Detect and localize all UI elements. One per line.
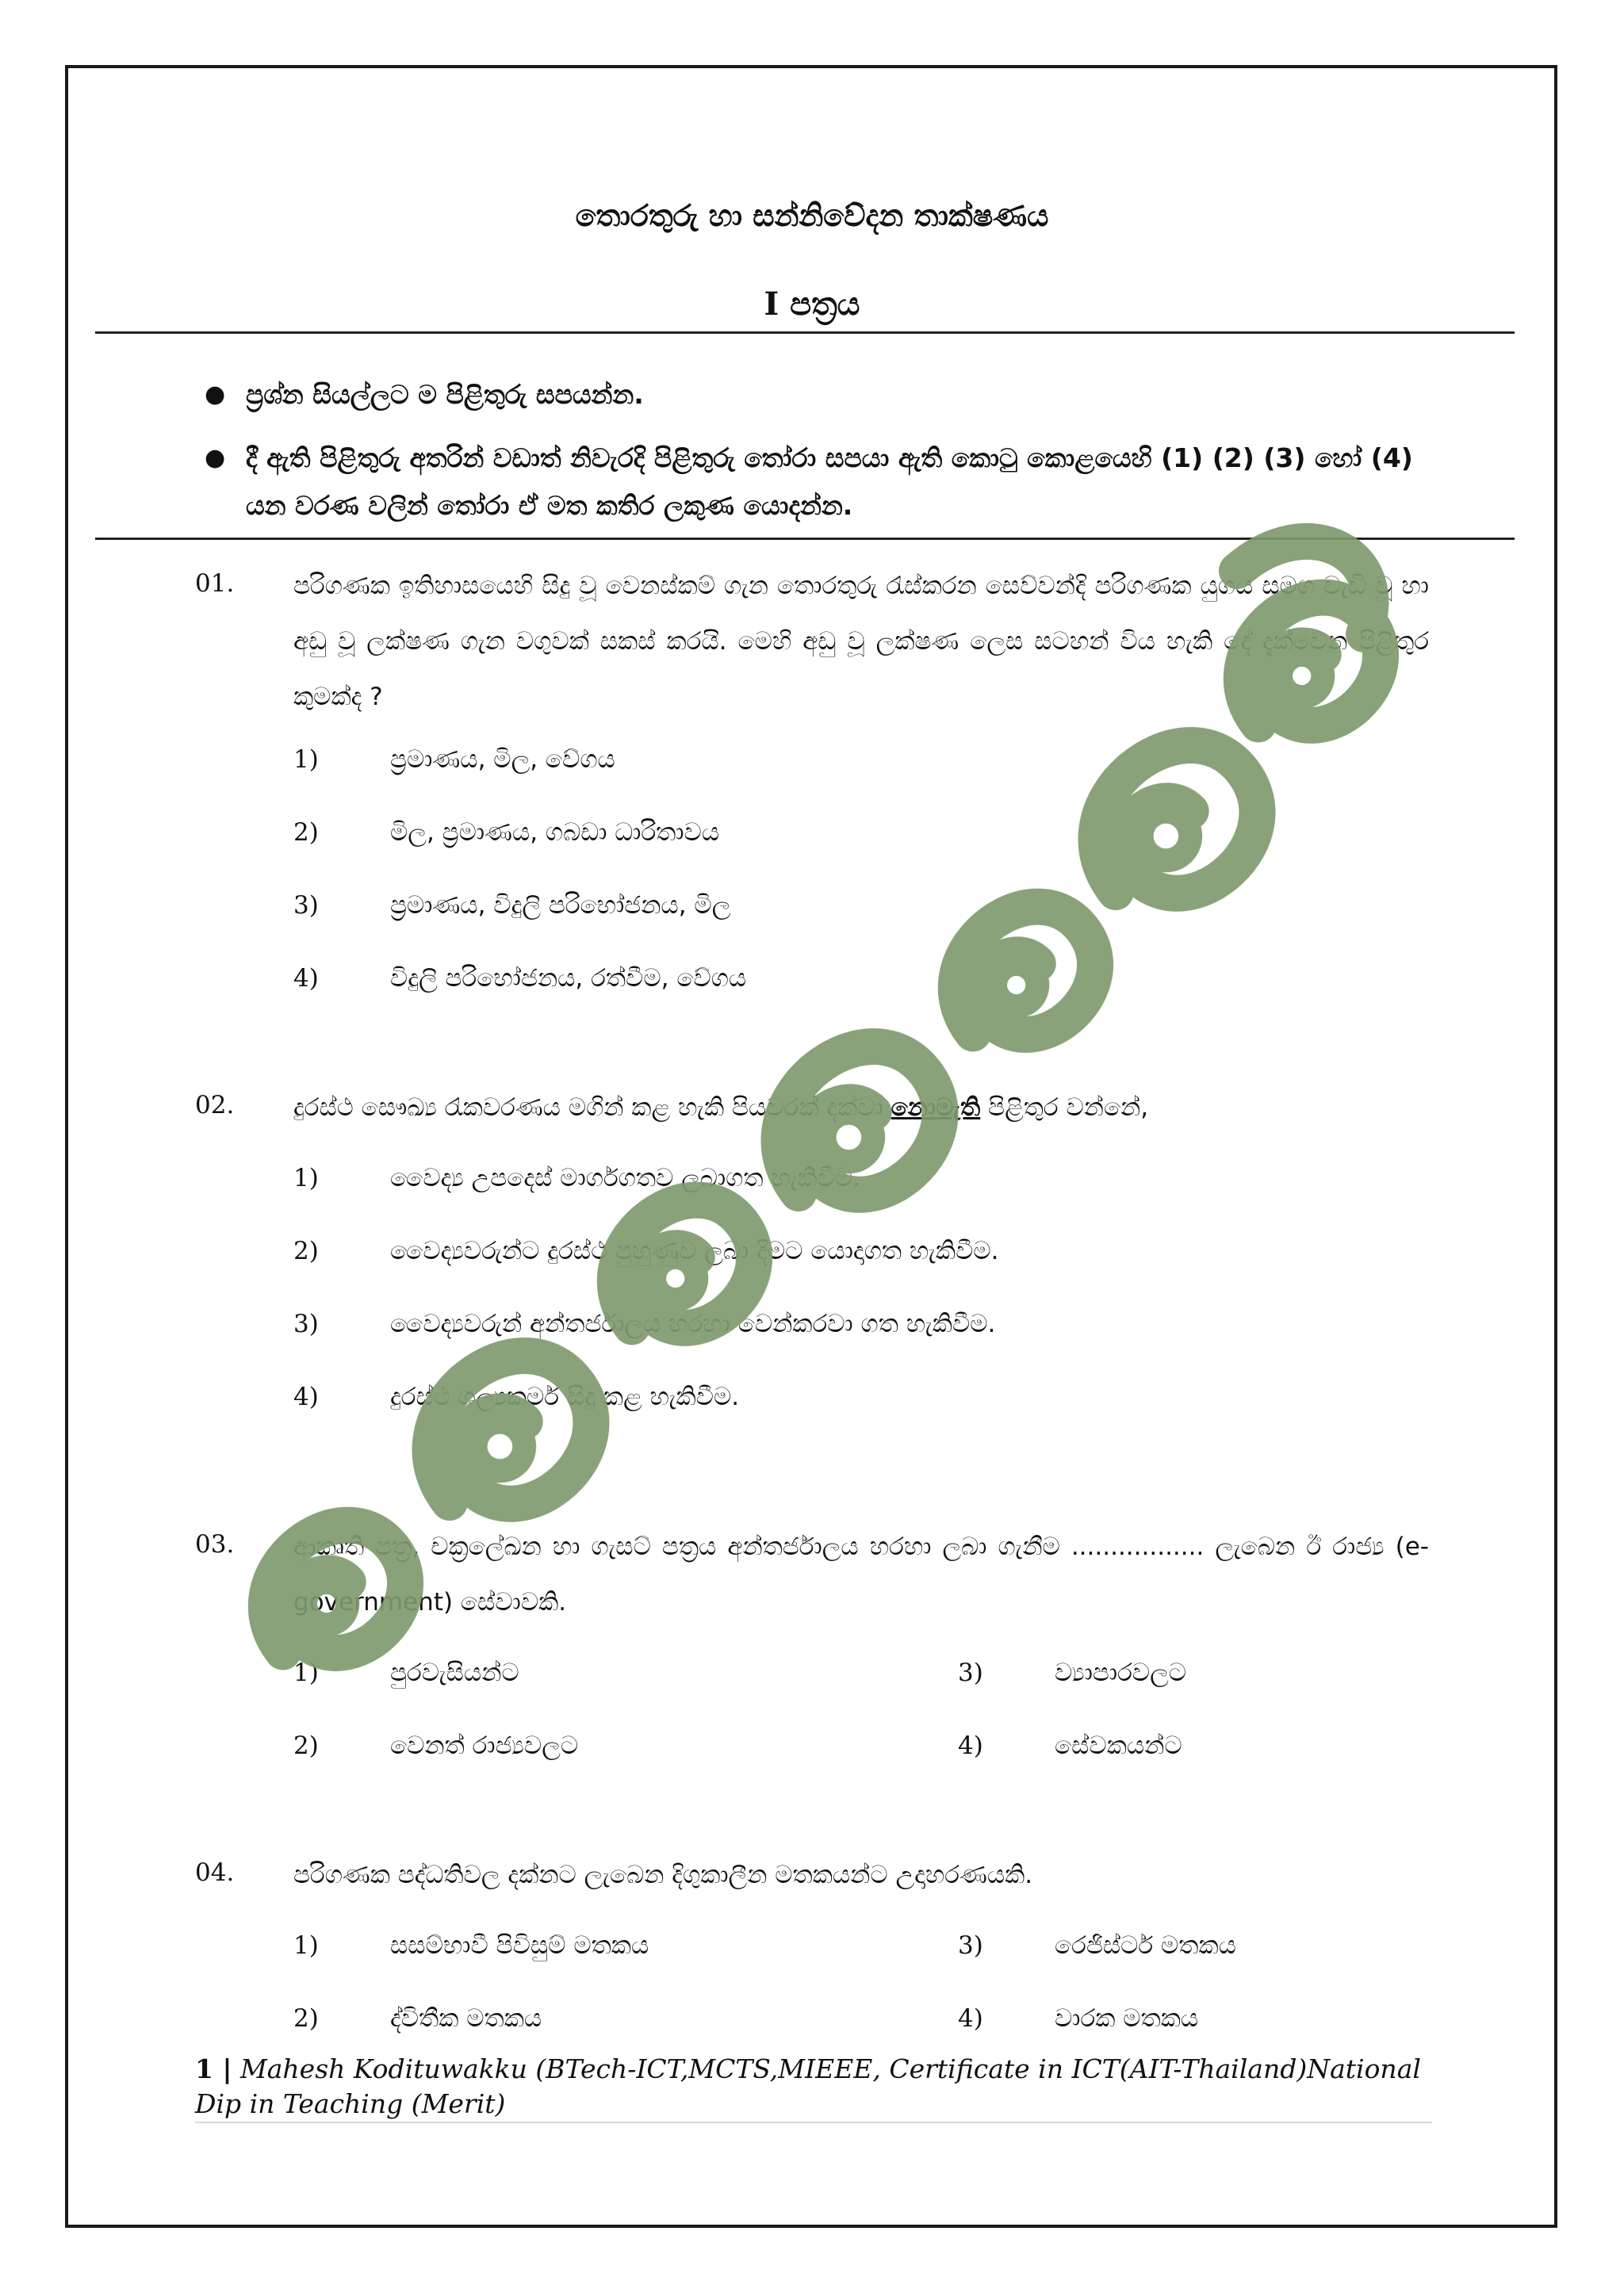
question-number: 01. bbox=[195, 569, 235, 598]
bullet-icon: ● bbox=[205, 381, 226, 408]
option-number: 4) bbox=[958, 1732, 983, 1760]
option-number: 3) bbox=[958, 1931, 983, 1960]
option-text: විදුලි පරිභෝජනය, රත්වීම, වේගය bbox=[390, 964, 747, 993]
option-number: 4) bbox=[293, 1383, 319, 1411]
instruction-text: දී ඇති පිළිතුරු අතරින් වඩාත් නිවැරදි පිළිතුරු තෝරා සපයා ඇති කොටු කොළයෙහි (1) (2) (3) හෝ (4) යන වරණ වලින් තෝරා ඒ මත කතිර ලකුණ යොදන්න. bbox=[246, 442, 1413, 521]
page-number: 1 | bbox=[195, 2053, 232, 2084]
option-number: 2) bbox=[293, 2004, 319, 2033]
option-number: 1) bbox=[293, 745, 319, 774]
option-number: 2) bbox=[293, 1237, 319, 1265]
option-text: දුරස්ථ ශල්‍යකර්ම සිදු කළ හැකිවීම. bbox=[390, 1383, 740, 1411]
footer bbox=[195, 2052, 1432, 2122]
option-text: ප්‍රමාණය, විදුලි පරිභෝජනය, මිල bbox=[390, 891, 731, 920]
instruction-text: ප්‍රශ්න සියල්ලට ම පිළිතුරු සපයන්න. bbox=[246, 379, 644, 410]
subject-title: තොරතුරු හා සන්නිවේදන තාක්ෂණය bbox=[575, 198, 1049, 233]
question-number: 03. bbox=[195, 1530, 235, 1559]
question-text-part: පිළිතුර වන්නේ, bbox=[980, 1093, 1149, 1122]
question-number: 02. bbox=[195, 1091, 235, 1119]
option-number: 3) bbox=[958, 1659, 983, 1687]
option-text: රෙජිස්ටර් මතකය bbox=[1055, 1931, 1236, 1960]
question-text-part: දුරස්ථ සෞඛ්‍ය රැකවරණය මගින් කළ හැකි පියවරක් දක්වා bbox=[293, 1093, 891, 1122]
question-text: ආකෘති පත්‍ර, චක්‍රලේඛන හා ගැසට් පත්‍රය අන්තර්ජාලය හරහා ලබා ගැනීම ................. ලැබෙන ඊ රාජ්‍ය (e-government) සේවාවකි. bbox=[293, 1533, 1429, 1617]
option-text: සේවකයන්ට bbox=[1055, 1732, 1182, 1760]
option-number: 4) bbox=[293, 964, 319, 993]
question-number: 04. bbox=[195, 1858, 235, 1887]
option-number: 2) bbox=[293, 1732, 319, 1760]
option-number: 1) bbox=[293, 1931, 319, 1960]
question-text: පරිගණක පද්ධතිවල දක්නට ලැබෙන දිගුකාලීන මතකයන්ට උදාහරණයකි. bbox=[293, 1861, 1033, 1889]
option-text: ව්‍යාපාරවලට bbox=[1055, 1659, 1187, 1687]
option-number: 4) bbox=[958, 2004, 983, 2033]
paper-title: I පත්‍රය bbox=[764, 285, 860, 323]
option-text: ද්විතීක මතකය bbox=[390, 2004, 542, 2033]
option-text: සසම්භාවී පිවිසුම් මතකය bbox=[390, 1931, 649, 1960]
option-text: මිල, ප්‍රමාණය, ගබඩා ධාරිතාවය bbox=[390, 818, 720, 847]
question-text bbox=[293, 1080, 1429, 1135]
option-number: 3) bbox=[293, 1310, 319, 1338]
footer-credit: Mahesh Kodituwakku (BTech-ICT,MCTS,MIEEE, Certificate in ICT(AIT-Thailand)National Dip in Teaching (Merit) bbox=[195, 2053, 1421, 2119]
instructions-divider bbox=[95, 538, 1515, 540]
option-text: ප්‍රමාණය, මිල, වේගය bbox=[390, 745, 615, 774]
option-text: පුරවැසියන්ට bbox=[390, 1659, 519, 1687]
option-number: 3) bbox=[293, 891, 319, 920]
question-text: පරිගණක ඉතිහාසයෙහි සිදු වූ වෙනස්කම් ගැන තොරතුරු රැස්කරන සෙව්වන්දි පරිගණක යුගය සමග වැඩි වූ හා අඩු වූ ලක්ෂණ ගැන වගුවක් සකස් කරයි. මෙහි අඩු වූ ලක්ෂණ ලෙස සටහන් විය හැකි දේ දැක්වෙන පිළිතුර කුමක්ද ? bbox=[293, 572, 1429, 711]
option-number: 1) bbox=[293, 1164, 319, 1192]
bullet-icon: ● bbox=[205, 444, 226, 472]
emphasized-word: නොමැති bbox=[891, 1093, 981, 1122]
option-text: වෛද්‍යවරුන් අන්තර්ජාලය හරහා වෙන්කරවා ගත හැකිවීම. bbox=[390, 1310, 996, 1338]
option-number: 2) bbox=[293, 818, 319, 847]
option-number: 1) bbox=[293, 1659, 319, 1687]
header-divider bbox=[95, 331, 1515, 334]
option-text: වාරක මතකය bbox=[1055, 2004, 1199, 2033]
option-text: වෛද්‍යවරුන්ට දුරස්ථ පුහුණුව ලබා දීමට යොදාගත හැකිවීම. bbox=[390, 1237, 999, 1265]
option-text: වෛද්‍ය උපදෙස් මාර්ගගතව ලබාගත හැකිවීම. bbox=[390, 1164, 861, 1192]
footer-divider bbox=[195, 2122, 1432, 2123]
instruction-1 bbox=[205, 371, 1435, 419]
instruction-2 bbox=[205, 434, 1435, 530]
option-text: වෙනත් රාජ්‍යවලට bbox=[390, 1732, 579, 1760]
